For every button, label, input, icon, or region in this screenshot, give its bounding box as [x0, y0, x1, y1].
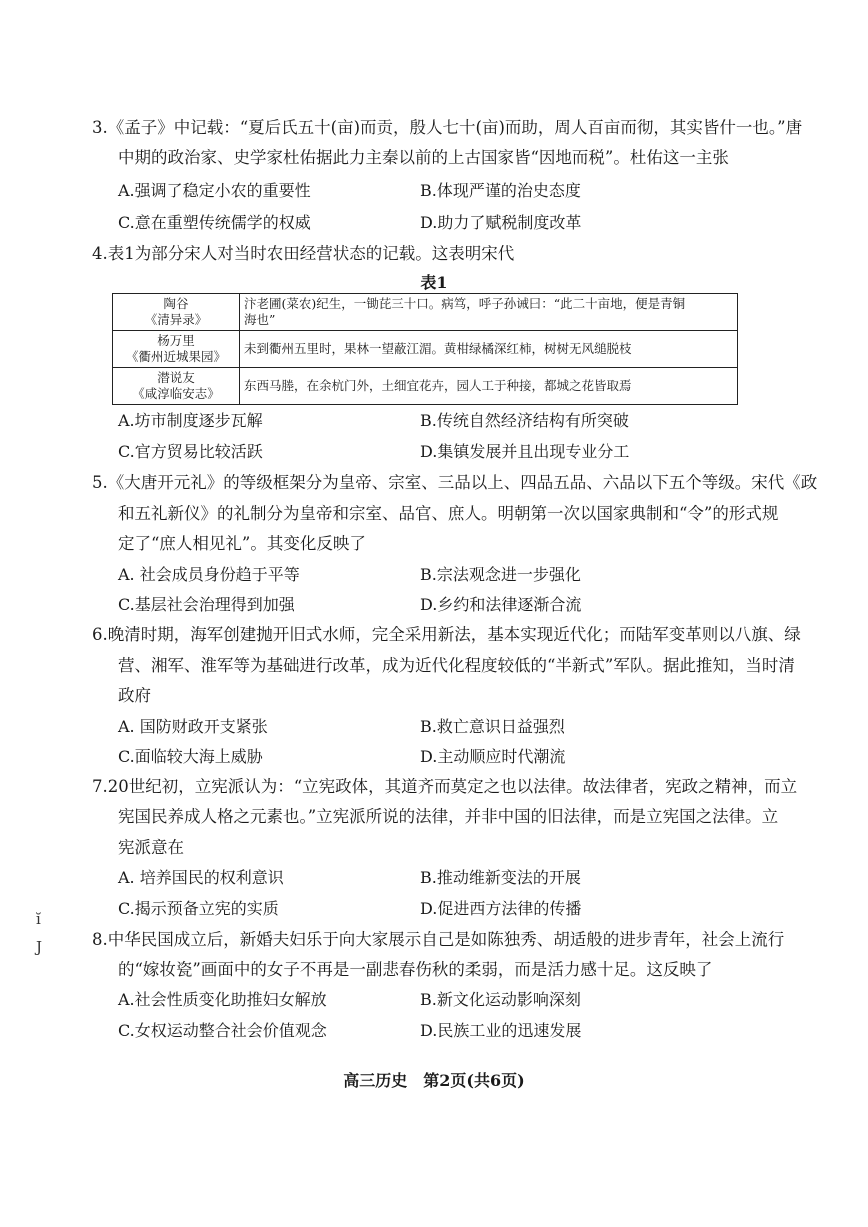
q7-option-b: B.推动维新变法的开展	[420, 868, 581, 887]
q8-stem-line2: 的“嫁妆瓷”画面中的女子不再是一副悲春伤秋的柔弱，而是活力感十足。这反映了	[118, 960, 713, 979]
table-row	[113, 331, 738, 368]
table-text-cell	[240, 368, 738, 405]
q3-option-d: D.助力了赋税制度改革	[420, 213, 582, 232]
q6-option-d: D.主动顺应时代潮流	[420, 747, 566, 766]
source-title: 《清异录》	[144, 312, 208, 327]
source-title: 《衢州近城果园》	[125, 349, 226, 364]
q3-option-c: C.意在重塑传统儒学的权威	[118, 213, 311, 232]
record-text: 汴老圃(菜农)纪生，一锄芘三十口。病笃，呼子孙诫曰：“此二十亩地，便是青铜	[244, 296, 686, 311]
source-author: 潜说友	[157, 370, 195, 385]
q7-stem-line1: 7.20世纪初，立宪派认为：“立宪政体，其道齐而莫定之也以法律。故法律者，宪政之精神，而立	[92, 777, 798, 796]
q6-option-c: C.面临较大海上威胁	[118, 747, 263, 766]
q8-option-b: B.新文化运动影响深刻	[420, 990, 581, 1009]
q4-option-b: B.传统自然经济结构有所突破	[420, 411, 629, 430]
q6-stem-line3: 政府	[118, 686, 151, 705]
table-source-cell	[113, 294, 240, 331]
source-author: 陶谷	[163, 296, 189, 311]
q3-option-b: B.体现严谨的治史态度	[420, 181, 581, 200]
table-source-cell	[113, 331, 240, 368]
q8-stem-line1: 8.中华民国成立后，新婚夫妇乐于向大家展示自己是如陈独秀、胡适般的进步青年，社会上流行	[92, 930, 785, 949]
table-row	[113, 294, 738, 331]
record-text: 东西马塍，在余杭门外，土细宜花卉，园人工于种接，都城之花皆取焉	[244, 378, 632, 393]
q4-option-a: A.坊市制度逐步瓦解	[118, 411, 263, 430]
q6-option-a: A. 国防财政开支紧张	[118, 717, 268, 736]
page-footer: 高三历史 第2页(共6页)	[343, 1071, 525, 1090]
q5-stem-line2: 和五礼新仪》的礼制分为皇帝和宗室、品官、庶人。明朝第一次以国家典制和“令”的形式规	[118, 504, 779, 523]
table-text-cell	[240, 294, 738, 331]
margin-mark: ĭ	[36, 910, 41, 928]
q7-stem-line2: 宪国民养成人格之元素也。”立宪派所说的法律，并非中国的旧法律，而是立宪国之法律。立	[118, 807, 779, 826]
q4-stem: 4.表1为部分宋人对当时农田经营状态的记载。这表明宋代	[92, 244, 515, 263]
q6-option-b: B.救亡意识日益强烈	[420, 717, 565, 736]
q6-stem-line2: 营、湘军、淮军等为基础进行改革，成为近代化程度较低的“半新式”军队。据此推知，当时清	[118, 656, 795, 675]
margin-mark: J	[36, 938, 43, 956]
table-text-cell	[240, 331, 738, 368]
record-text: 未到衢州五里时，果林一望蔽江湄。黄柑绿橘深红柿，树树无风缒脱枝	[244, 341, 632, 356]
q8-option-a: A.社会性质变化助推妇女解放	[118, 990, 327, 1009]
q4-option-d: D.集镇发展并且出现专业分工	[420, 442, 630, 461]
q7-option-a: A. 培养国民的权利意识	[118, 868, 284, 887]
q3-stem-line1: 3.《孟子》中记载：“夏后氏五十(亩)而贡，殷人七十(亩)而助，周人百亩而彻，其实皆什一也。”唐	[92, 118, 803, 137]
table-row	[113, 368, 738, 405]
q7-option-d: D.促进西方法律的传播	[420, 899, 582, 918]
table-title: 表1	[420, 273, 448, 292]
source-title: 《咸淳临安志》	[132, 386, 220, 401]
q7-option-c: C.揭示预备立宪的实质	[118, 899, 279, 918]
q5-option-b: B.宗法观念进一步强化	[420, 565, 581, 584]
q3-option-a: A.强调了稳定小农的重要性	[118, 181, 311, 200]
table-source-cell	[113, 368, 240, 405]
record-table	[112, 293, 738, 405]
q5-option-c: C.基层社会治理得到加强	[118, 595, 295, 614]
q7-stem-line3: 宪派意在	[118, 838, 184, 857]
q5-stem-line1: 5.《大唐开元礼》的等级框架分为皇帝、宗室、三品以上、四品五品、六品以下五个等级。宋代《政	[92, 473, 818, 492]
q3-stem-line2: 中期的政治家、史学家杜佑据此力主秦以前的上古国家皆“因地而税”。杜佑这一主张	[118, 148, 729, 167]
q8-option-c: C.女权运动整合社会价值观念	[118, 1021, 327, 1040]
q5-option-d: D.乡约和法律逐渐合流	[420, 595, 582, 614]
source-author: 杨万里	[157, 333, 195, 348]
record-text-cont: 海也”	[244, 312, 276, 327]
q5-option-a: A. 社会成员身份趋于平等	[118, 565, 300, 584]
q6-stem-line1: 6.晚清时期，海军创建抛开旧式水师，完全采用新法，基本实现近代化；而陆军变革则以八旗、绿	[92, 625, 801, 644]
q4-option-c: C.官方贸易比较活跃	[118, 442, 263, 461]
q5-stem-line3: 定了“庶人相见礼”。其变化反映了	[118, 534, 366, 553]
q8-option-d: D.民族工业的迅速发展	[420, 1021, 582, 1040]
